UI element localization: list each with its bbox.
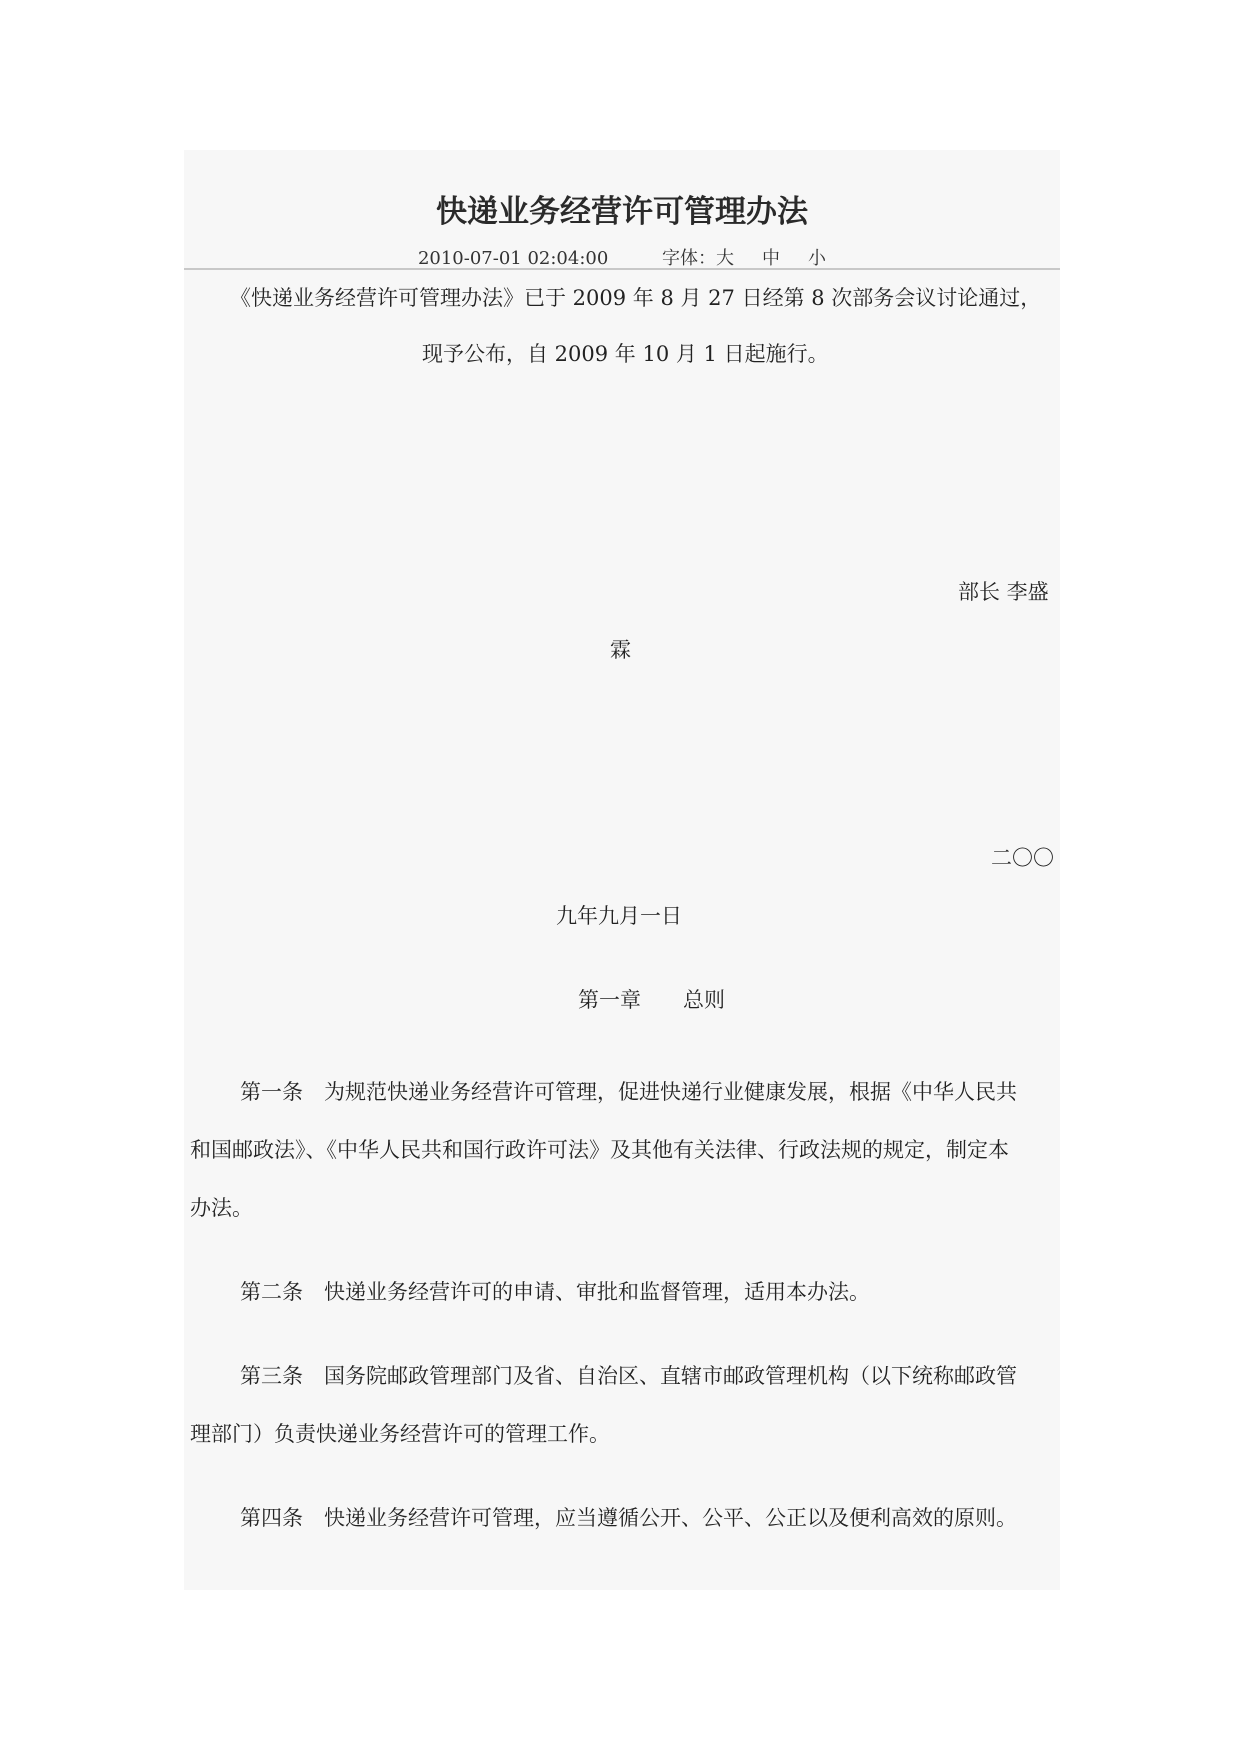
article-meta	[184, 244, 1060, 270]
font-size-large-link[interactable]: 大	[716, 248, 735, 269]
signature-line-1: 部长 李盛	[958, 580, 1049, 604]
article-1-line-2: 和国邮政法》、《中华人民共和国行政许可法》及其他有关法律、行政法规的规定，制定本	[190, 1138, 1009, 1162]
chapter-heading: 第一章 总则	[578, 988, 725, 1012]
intro-line-2: 现予公布，自 2009 年 10 月 1 日起施行。	[422, 342, 829, 366]
font-size-medium-link[interactable]: 中	[762, 248, 781, 269]
article-1-line-1: 第一条 为规范快递业务经营许可管理，促进快递行业健康发展，根据《中华人民共	[240, 1080, 1017, 1104]
signature-line-2: 霖	[610, 638, 631, 662]
article-3-line-1: 第三条 国务院邮政管理部门及省、自治区、直辖市邮政管理机构（以下统称邮政管	[240, 1364, 1017, 1388]
article-4-line-1: 第四条 快递业务经营许可管理，应当遵循公开、公平、公正以及便利高效的原则。	[240, 1506, 1017, 1530]
document-page	[184, 150, 1060, 1590]
intro-line-1: 《快递业务经营许可管理办法》已于 2009 年 8 月 27 日经第 8 次部务会议讨论通过，	[230, 286, 1042, 310]
date-line-1: 二〇〇	[991, 846, 1054, 870]
article-3-line-2: 理部门）负责快递业务经营许可的管理工作。	[190, 1422, 610, 1446]
article-title: 快递业务经营许可管理办法	[436, 194, 808, 230]
font-size-label: 字体：	[662, 248, 717, 269]
date-line-2: 九年九月一日	[556, 904, 682, 928]
article-header	[184, 150, 1060, 270]
publish-date: 2010-07-01 02:04:00	[417, 248, 609, 269]
article-2-line-1: 第二条 快递业务经营许可的申请、审批和监督管理，适用本办法。	[240, 1280, 870, 1304]
font-size-small-link[interactable]: 小	[808, 248, 827, 269]
article-1-line-3: 办法。	[190, 1196, 253, 1220]
